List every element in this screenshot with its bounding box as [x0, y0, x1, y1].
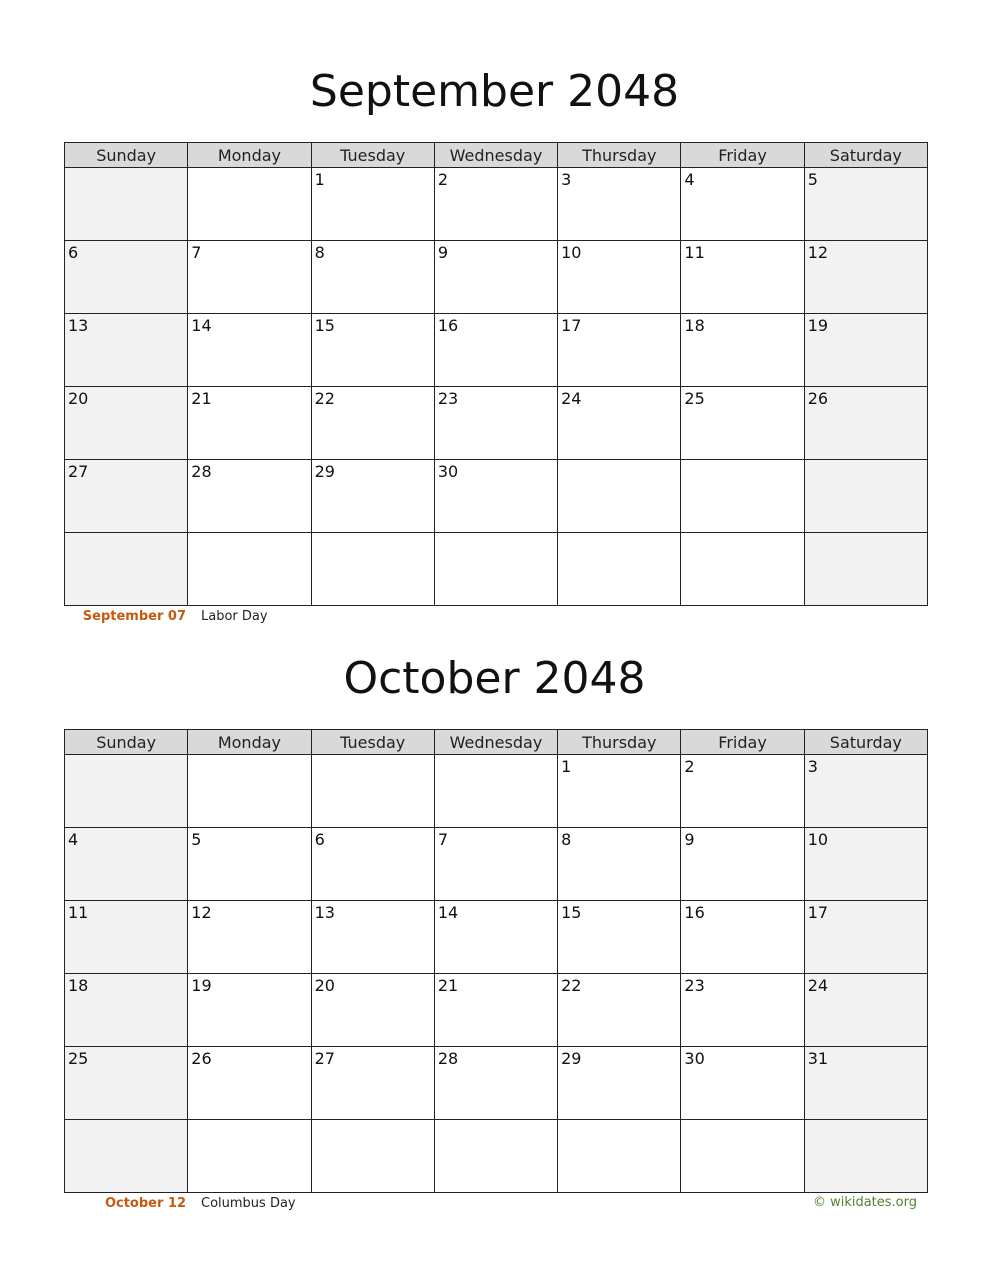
day-cell: 10	[804, 828, 927, 901]
day-cell: 18	[65, 974, 188, 1047]
day-cell: 25	[681, 387, 804, 460]
day-cell: 19	[804, 314, 927, 387]
day-cell: 26	[188, 1047, 311, 1120]
day-cell: 10	[558, 241, 681, 314]
day-cell: 4	[65, 828, 188, 901]
day-cell: 24	[558, 387, 681, 460]
day-cell	[558, 1120, 681, 1193]
day-cell: 16	[434, 314, 557, 387]
day-cell	[434, 755, 557, 828]
day-cell: 9	[681, 828, 804, 901]
day-cell: 30	[434, 460, 557, 533]
day-cell	[434, 533, 557, 606]
holiday-note	[0, 609, 989, 629]
day-cell: 22	[311, 387, 434, 460]
day-cell: 29	[311, 460, 434, 533]
day-cell: 14	[434, 901, 557, 974]
weekday-header: Friday	[681, 730, 804, 755]
day-cell: 21	[434, 974, 557, 1047]
day-cell: 12	[804, 241, 927, 314]
holiday-name: Labor Day	[201, 609, 268, 624]
weekday-header: Monday	[188, 730, 311, 755]
day-cell: 12	[188, 901, 311, 974]
day-cell	[681, 1120, 804, 1193]
day-cell: 11	[681, 241, 804, 314]
day-cell: 6	[311, 828, 434, 901]
day-cell: 22	[558, 974, 681, 1047]
credit-link[interactable]: © wikidates.org	[812, 1195, 917, 1210]
day-cell	[804, 460, 927, 533]
day-cell: 23	[434, 387, 557, 460]
day-cell	[434, 1120, 557, 1193]
calendar-grid	[64, 729, 928, 1193]
week-row	[65, 974, 928, 1047]
day-cell: 13	[311, 901, 434, 974]
day-cell	[188, 1120, 311, 1193]
day-cell: 6	[65, 241, 188, 314]
day-cell: 1	[558, 755, 681, 828]
day-cell: 19	[188, 974, 311, 1047]
day-cell: 17	[804, 901, 927, 974]
week-row	[65, 755, 928, 828]
weekday-header-row	[65, 730, 928, 755]
day-cell: 8	[558, 828, 681, 901]
day-cell: 28	[434, 1047, 557, 1120]
day-cell: 25	[65, 1047, 188, 1120]
day-cell	[681, 460, 804, 533]
day-cell: 26	[804, 387, 927, 460]
day-cell	[188, 168, 311, 241]
day-cell: 30	[681, 1047, 804, 1120]
week-row	[65, 901, 928, 974]
week-row	[65, 828, 928, 901]
day-cell: 4	[681, 168, 804, 241]
holiday-date: September 07	[82, 609, 186, 624]
week-row	[65, 533, 928, 606]
weekday-header: Sunday	[65, 143, 188, 168]
week-row	[65, 241, 928, 314]
day-cell: 20	[65, 387, 188, 460]
day-cell: 29	[558, 1047, 681, 1120]
day-cell: 8	[311, 241, 434, 314]
day-cell: 20	[311, 974, 434, 1047]
month-title: September 2048	[309, 66, 680, 117]
day-cell: 1	[311, 168, 434, 241]
day-cell: 13	[65, 314, 188, 387]
day-cell: 3	[558, 168, 681, 241]
weekday-header: Thursday	[558, 143, 681, 168]
weekday-header: Friday	[681, 143, 804, 168]
week-row	[65, 1047, 928, 1120]
day-cell	[804, 533, 927, 606]
day-cell	[65, 1120, 188, 1193]
day-cell	[311, 533, 434, 606]
weekday-header-row	[65, 143, 928, 168]
day-cell: 21	[188, 387, 311, 460]
weekday-header: Saturday	[804, 143, 927, 168]
day-cell	[558, 460, 681, 533]
day-cell: 2	[681, 755, 804, 828]
day-cell: 17	[558, 314, 681, 387]
day-cell	[188, 755, 311, 828]
weekday-header: Monday	[188, 143, 311, 168]
day-cell	[65, 168, 188, 241]
day-cell	[681, 533, 804, 606]
day-cell: 18	[681, 314, 804, 387]
week-row	[65, 314, 928, 387]
holiday-date: October 12	[104, 1196, 186, 1211]
weekday-header: Sunday	[65, 730, 188, 755]
day-cell: 16	[681, 901, 804, 974]
day-cell: 2	[434, 168, 557, 241]
week-row	[65, 460, 928, 533]
day-cell: 15	[558, 901, 681, 974]
weekday-header: Saturday	[804, 730, 927, 755]
day-cell: 7	[434, 828, 557, 901]
day-cell: 3	[804, 755, 927, 828]
day-cell	[188, 533, 311, 606]
day-cell: 11	[65, 901, 188, 974]
month-title: October 2048	[343, 653, 646, 704]
day-cell	[311, 755, 434, 828]
weekday-header: Thursday	[558, 730, 681, 755]
day-cell: 23	[681, 974, 804, 1047]
day-cell	[65, 533, 188, 606]
week-row	[65, 387, 928, 460]
day-cell: 24	[804, 974, 927, 1047]
day-cell: 27	[65, 460, 188, 533]
day-cell: 28	[188, 460, 311, 533]
day-cell	[558, 533, 681, 606]
week-row	[65, 168, 928, 241]
day-cell: 5	[188, 828, 311, 901]
calendar-grid	[64, 142, 928, 606]
week-row	[65, 1120, 928, 1193]
day-cell	[311, 1120, 434, 1193]
day-cell	[65, 755, 188, 828]
weekday-header: Tuesday	[311, 143, 434, 168]
day-cell: 31	[804, 1047, 927, 1120]
weekday-header: Wednesday	[434, 143, 557, 168]
holiday-name: Columbus Day	[201, 1196, 296, 1211]
day-cell: 9	[434, 241, 557, 314]
day-cell: 15	[311, 314, 434, 387]
day-cell: 7	[188, 241, 311, 314]
day-cell: 14	[188, 314, 311, 387]
weekday-header: Wednesday	[434, 730, 557, 755]
weekday-header: Tuesday	[311, 730, 434, 755]
day-cell: 5	[804, 168, 927, 241]
day-cell: 27	[311, 1047, 434, 1120]
day-cell	[804, 1120, 927, 1193]
